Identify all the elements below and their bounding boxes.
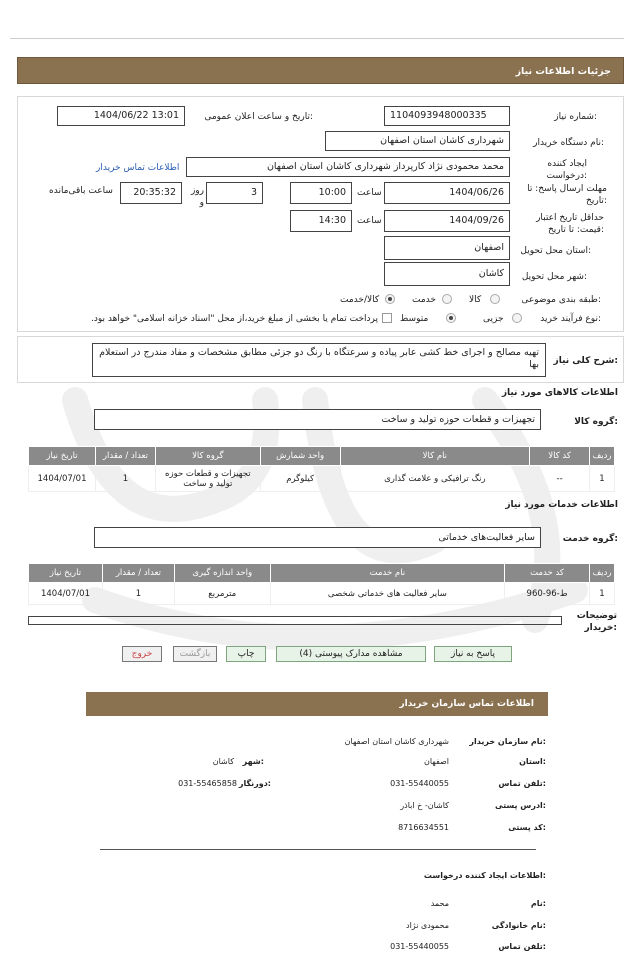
goods-cell-date: 1404/07/01 [29,466,96,492]
view-attachments-button[interactable]: مشاهده مدارک پیوستی (4) [276,646,426,662]
goods-col-name: نام کالا [340,447,530,466]
deadline-time-field: 10:00 [290,182,352,204]
back-button[interactable]: بازگشت [173,646,217,662]
goods-cell-row: 1 [590,466,615,492]
creator-family: محمودی نژاد [406,921,449,930]
services-group-label: گروه خدمت: [562,534,618,544]
contact-city-label: شهر: [242,757,264,766]
creator-info-title: اطلاعات ایجاد کننده درخواست: [423,871,546,880]
services-col-date: تاریخ نیاز [29,564,103,583]
category-label: طبقه بندی موضوعی: [521,295,601,305]
contact-header [86,692,548,716]
contact-postal-label: کد پستی: [508,823,546,832]
services-cell-unit: مترمربع [174,583,270,605]
contact-fax: 031-55465858 [178,779,237,788]
top-divider [10,38,624,39]
days-field: 3 [206,182,263,204]
province-field: اصفهان [384,236,510,260]
goods-cell-group: تجهیزات و قطعات حوزه تولید و ساخت [155,466,260,492]
buyer-org-label: نام دستگاه خریدار: [533,138,604,148]
creator-name-label: نام: [530,899,546,908]
contact-city: کاشان [212,757,234,766]
creator-phone-label: تلفن تماس: [498,942,546,951]
services-table [28,563,615,605]
deadline-label: مهلت ارسال پاسخ: تا تاریخ: [527,184,607,206]
days-label: روز و [190,186,204,208]
buyer-notes-label: توضیحات خریدار: [576,611,617,633]
announce-field: 1404/06/22 13:01 [57,106,185,126]
category-both-label: کالا/خدمت [340,295,380,305]
table-row [29,466,615,492]
remaining-label: ساعت باقی‌مانده [49,186,113,196]
contact-info-link[interactable]: اطلاعات تماس خریدار [96,163,180,173]
need-number-label: شماره نیاز: [554,112,597,122]
services-cell-date: 1404/07/01 [29,583,103,605]
services-cell-name: سایر فعالیت های خدماتی شخصی [270,583,504,605]
process-medium-radio[interactable] [446,313,456,323]
category-goods-label: کالا [469,295,482,305]
contact-fax-label: دورنگار: [238,779,271,788]
contact-postal: 8716634551 [398,823,449,832]
creator-phone: 031-55440055 [390,942,449,951]
contact-phone-label: تلفن تماس: [498,779,546,788]
contact-address-label: ادرس پستی: [495,801,546,810]
section-header [17,57,624,84]
contact-address: کاشان- خ اباذر [400,801,449,810]
process-small-label: جزیی [483,314,504,324]
category-both-radio[interactable] [385,294,395,304]
buyer-notes-field [28,616,562,625]
contact-province: اصفهان [423,757,449,766]
remaining-time-field: 20:35:32 [120,182,182,204]
contact-org: شهرداری کاشان استان اصفهان [344,737,449,746]
buyer-org-field: شهرداری کاشان استان اصفهان [325,131,510,151]
services-cell-qty: 1 [102,583,174,605]
services-cell-row: 1 [590,583,615,605]
reply-button[interactable]: پاسخ به نیاز [434,646,512,662]
goods-table [28,446,615,492]
city-label: شهر محل تحویل: [521,272,587,282]
goods-header-row [29,447,615,466]
payment-note: پرداخت تمام یا بخشی از مبلغ خرید،از محل "اسناد خزانه اسلامی" خواهد بود. [90,314,378,324]
goods-col-code: کد کالا [530,447,590,466]
goods-cell-unit: کیلوگرم [260,466,340,492]
services-col-qty: تعداد / مقدار [102,564,174,583]
goods-group-label: گروه کالا: [574,417,618,427]
goods-cell-code: -- [530,466,590,492]
creator-field: محمد محمودی نژاد کارپرداز شهرداری کاشان استان اصفهان [186,157,510,177]
goods-col-row: ردیف [590,447,615,466]
validity-time-label: ساعت [357,216,382,226]
goods-cell-qty: 1 [96,466,156,492]
services-col-unit: واحد اندازه گیری [174,564,270,583]
category-goods-radio[interactable] [490,294,500,304]
services-header-row [29,564,615,583]
process-medium-label: متوسط [400,314,429,324]
goods-col-date: تاریخ نیاز [29,447,96,466]
services-section-title: اطلاعات خدمات مورد نیاز [505,500,618,510]
category-service-label: خدمت [412,295,436,305]
exit-button[interactable]: خروج [122,646,162,662]
services-group-field: سایر فعالیت‌های خدماتی [94,527,541,548]
deadline-date-field: 1404/06/26 [384,182,510,204]
goods-col-qty: تعداد / مقدار [96,447,156,466]
goods-group-field: تجهیزات و قطعات حوزه تولید و ساخت [94,409,541,430]
contact-province-label: استان: [519,757,546,766]
announce-label: تاریخ و ساعت اعلان عمومی: [204,112,313,122]
validity-label: حداقل تاریخ اعتبار قیمت: تا تاریخ: [536,213,604,235]
process-small-radio[interactable] [512,313,522,323]
table-row [29,583,615,605]
goods-section-title: اطلاعات کالاهای مورد نیاز [501,388,618,398]
city-field: کاشان [384,262,510,286]
creator-name: محمد [430,899,449,908]
need-number-field: 1104093948000335 [384,106,510,126]
services-col-code: کد خدمت [505,564,590,583]
print-button[interactable]: چاپ [226,646,266,662]
services-col-name: نام خدمت [270,564,504,583]
contact-phone: 031-55440055 [390,779,449,788]
summary-text: تهیه مصالح و اجرای خط کشی عابر پیاده و سرعتگاه با رنگ دو جزئی مطابق مشخصات و مفاد مندرج در استعلام بها [92,343,546,377]
process-label: نوع فرآیند خرید: [540,314,601,324]
category-service-radio[interactable] [442,294,452,304]
deadline-time-label: ساعت [357,188,382,198]
province-label: استان محل تحویل: [520,246,591,256]
services-cell-code: ط-96-960 [505,583,590,605]
creator-label: ایجاد کننده درخواست: [546,159,587,181]
contact-org-label: نام سازمان خریدار: [469,737,546,746]
validity-time-field: 14:30 [290,210,352,232]
goods-col-group: گروه کالا [155,447,260,466]
treasury-checkbox[interactable] [382,313,392,323]
creator-family-label: نام خانوادگی: [491,921,546,930]
services-col-row: ردیف [590,564,615,583]
validity-date-field: 1404/09/26 [384,210,510,232]
page-title: جزئیات اطلاعات نیاز [515,66,611,77]
goods-col-unit: واحد شمارش [260,447,340,466]
contact-divider [100,849,536,850]
contact-title: اطلاعات تماس سازمان خریدار [399,699,534,709]
summary-label: شرح کلی نیاز: [553,356,618,366]
goods-cell-name: رنگ ترافیکی و علامت گذاری [340,466,530,492]
